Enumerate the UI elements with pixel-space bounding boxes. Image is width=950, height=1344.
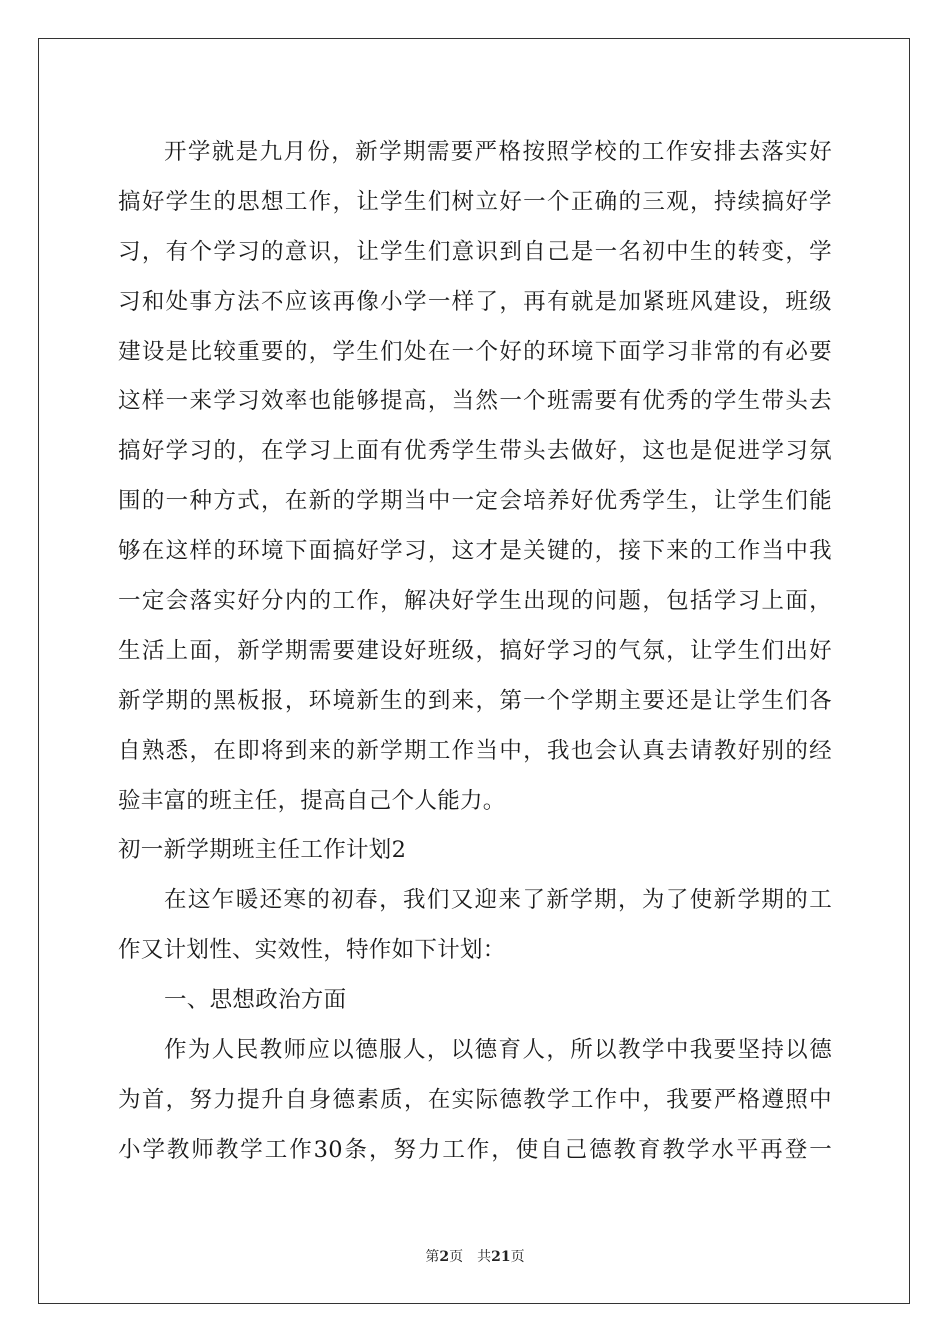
text-line: 习，有个学习的意识，让学生们意识到自己是一名初中生的转变，学 (118, 238, 832, 265)
page-current: 2 (439, 1249, 450, 1265)
page-suffix: 页 (510, 1249, 525, 1265)
text-line: 搞好学习的，在学习上面有优秀学生带头去做好，这也是促进学习氛 (118, 438, 832, 465)
text-line: 建设是比较重要的，学生们处在一个好的环境下面学习非常的有必要 (118, 338, 832, 365)
text-line: 为首，努力提升自身德素质，在实际德教学工作中，我要严格遵照中 (118, 1086, 832, 1113)
text-line: 习和处事方法不应该再像小学一样了，再有就是加紧班风建设，班级 (118, 288, 832, 315)
text-line: 作又计划性、实效性，特作如下计划： (118, 937, 506, 964)
document-body (118, 128, 832, 1176)
page-footer (0, 1246, 950, 1266)
text-line: 新学期的黑板报，环境新生的到来，第一个学期主要还是让学生们各 (118, 687, 832, 714)
text-line: 生活上面，新学期需要建设好班级，搞好学习的气氛，让学生们出好 (118, 637, 832, 664)
text-line: 作为人民教师应以德服人，以德育人，所以教学中我要坚持以德 (164, 1037, 832, 1064)
text-line: 这样一来学习效率也能够提高，当然一个班需要有优秀的学生带头去 (118, 388, 832, 415)
text-line: 自熟悉，在即将到来的新学期工作当中，我也会认真去请教好别的经 (118, 737, 832, 764)
text-line: 围的一种方式，在新的学期当中一定会培养好优秀学生，让学生们能 (118, 488, 832, 515)
subsection-heading: 一、思想政治方面 (164, 987, 347, 1014)
text-line: 够在这样的环境下面搞好学习，这才是关键的，接下来的工作当中我 (118, 538, 832, 565)
text-line: 开学就是九月份，新学期需要严格按照学校的工作安排去落实好 (164, 139, 832, 165)
page-total: 21 (491, 1249, 511, 1265)
text-line: 验丰富的班主任，提高自己个人能力。 (118, 787, 506, 814)
page-mid: 页 共 (449, 1249, 492, 1265)
section-heading: 初一新学期班主任工作计划2 (118, 837, 407, 864)
text-line: 小学教师教学工作30条，努力工作，使自己德教育教学水平再登一 (118, 1136, 832, 1163)
text-line: 一定会落实好分内的工作，解决好学生出现的问题，包括学习上面， (118, 588, 832, 615)
text-line: 在这乍暖还寒的初春，我们又迎来了新学期，为了使新学期的工 (164, 887, 832, 914)
text-line: 搞好学生的思想工作，让学生们树立好一个正确的三观，持续搞好学 (118, 188, 832, 215)
page-prefix: 第 (425, 1249, 440, 1265)
